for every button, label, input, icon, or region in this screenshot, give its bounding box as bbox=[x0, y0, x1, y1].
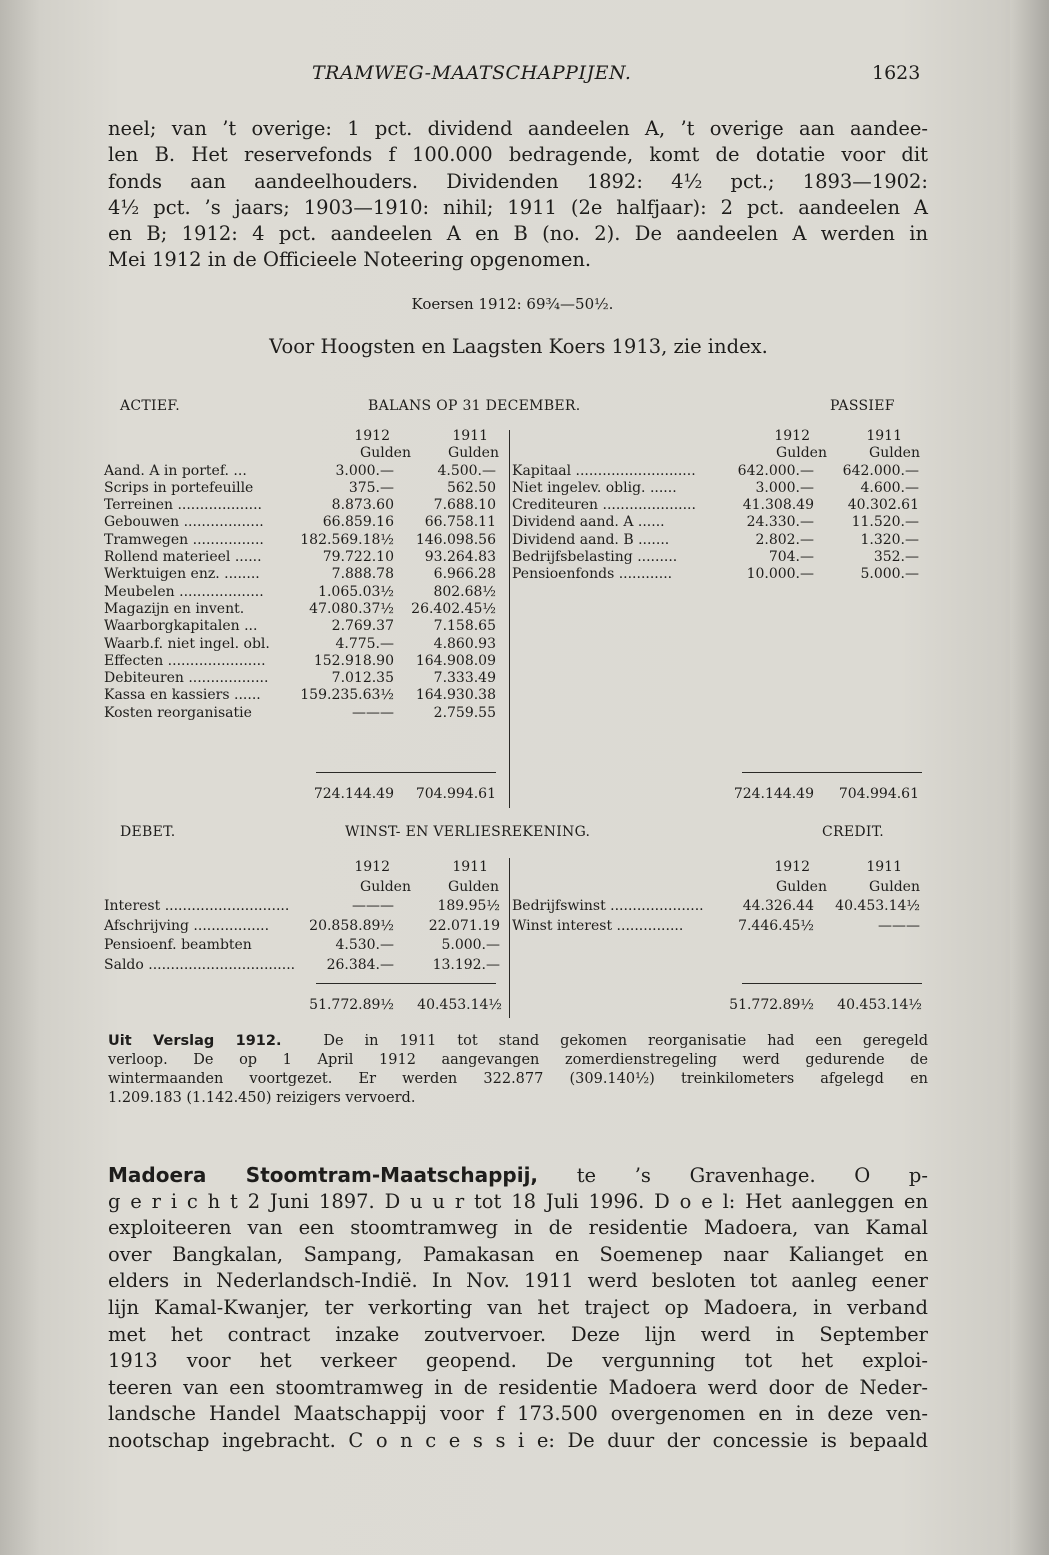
pl-heading: WINST- EN VERLIESREKENING. bbox=[345, 824, 591, 840]
asset-value-1912: 159.235.63½ bbox=[300, 687, 394, 704]
asset-label: Meubelen ................... bbox=[104, 583, 264, 600]
company-line: teeren van een stoomtramweg in de residentie Madoera werd door de Neder- bbox=[108, 1375, 928, 1399]
credit-value-1912: 44.326.44 bbox=[742, 898, 814, 914]
liability-row bbox=[512, 497, 922, 514]
book-gutter bbox=[1010, 0, 1049, 1555]
asset-label: Terreinen ................... bbox=[104, 497, 263, 514]
debit-label: Pensioenf. beambten bbox=[104, 937, 252, 953]
asset-row bbox=[104, 566, 508, 583]
liability-value-1912: 2.802.— bbox=[755, 531, 814, 548]
asset-value-1912: ——— bbox=[352, 704, 394, 721]
pl-divider bbox=[509, 858, 510, 1018]
asset-row bbox=[104, 687, 508, 704]
liabilities-total bbox=[512, 786, 922, 803]
liabilities-table bbox=[512, 428, 922, 584]
text-line: 4½ pct. ’s jaars; 1903—1910: nihil; 1911 (2e halfjaar): 2 pct. aandeelen A bbox=[108, 195, 928, 219]
liability-value-1911: 11.520.— bbox=[851, 514, 919, 531]
credit-label: Bedrijfswinst ..................... bbox=[512, 898, 704, 914]
asset-value-1911: 802.68½ bbox=[433, 583, 496, 600]
credit-heading: CREDIT. bbox=[822, 824, 885, 840]
asset-value-1911: 93.264.83 bbox=[424, 549, 496, 566]
asset-row bbox=[104, 463, 508, 480]
asset-row bbox=[104, 497, 508, 514]
debit-label: Saldo ................................. bbox=[104, 956, 296, 973]
asset-value-1911: 164.908.09 bbox=[415, 652, 496, 669]
liability-value-1912: 3.000.— bbox=[755, 479, 814, 496]
assets-total-1912: 724.144.49 bbox=[313, 786, 394, 802]
liability-value-1911: 40.302.61 bbox=[847, 497, 919, 514]
debit-total bbox=[104, 997, 508, 1014]
text-line: fonds aan aandeelhouders. Dividenden 1892: 4½ pct.; 1893—1902: bbox=[108, 169, 928, 193]
verslag-line: 1.209.183 (1.142.450) reizigers vervoerd. bbox=[108, 1090, 416, 1106]
debit-label: Interest ............................ bbox=[104, 898, 290, 914]
year-row bbox=[512, 428, 922, 445]
debit-label: Afschrijving ................. bbox=[104, 917, 270, 934]
debit-value-1912: ——— bbox=[352, 898, 394, 914]
verslag-label: Uit Verslag 1912. bbox=[108, 1033, 282, 1049]
asset-label: Scrips in portefeuille bbox=[104, 479, 254, 496]
liability-label: Kapitaal ........................... bbox=[512, 462, 696, 479]
liability-row bbox=[512, 549, 922, 566]
unit-1912: Gulden bbox=[776, 445, 827, 462]
asset-label: Tramwegen ................ bbox=[104, 531, 264, 548]
credit-label: Winst interest ............... bbox=[512, 917, 684, 934]
asset-value-1911: 6.966.28 bbox=[433, 566, 496, 583]
debit-total-rule bbox=[316, 983, 496, 984]
asset-value-1911: 2.759.55 bbox=[433, 704, 496, 721]
credit-total-rule bbox=[742, 983, 922, 984]
unit-row bbox=[512, 445, 922, 462]
liability-value-1912: 704.— bbox=[768, 549, 814, 566]
credit-total-1911: 40.453.14½ bbox=[837, 997, 922, 1013]
company-line: exploiteeren van een stoomtramweg in de residentie Madoera, van Kamal bbox=[108, 1216, 928, 1240]
asset-row bbox=[104, 549, 508, 566]
asset-label: Kosten reorganisatie bbox=[104, 704, 252, 721]
credit-value-1911: ——— bbox=[878, 917, 920, 934]
asset-value-1912: 47.080.37½ bbox=[309, 600, 394, 617]
liability-row bbox=[512, 463, 922, 480]
passief-heading: PASSIEF bbox=[830, 398, 895, 414]
company-line: elders in Nederlandsch-Indië. In Nov. 1911 werd besloten tot aanleg eener bbox=[108, 1269, 928, 1293]
unit-1912: Gulden bbox=[360, 878, 411, 895]
asset-row bbox=[104, 618, 508, 635]
asset-row bbox=[104, 532, 508, 549]
verslag-note bbox=[108, 1032, 928, 1108]
asset-value-1912: 1.065.03½ bbox=[318, 583, 394, 600]
liability-label: Pensioenfonds ............ bbox=[512, 566, 673, 583]
unit-1911: Gulden bbox=[448, 445, 499, 462]
year-1911: 1911 bbox=[866, 428, 902, 444]
debit-value-1912: 26.384.— bbox=[326, 956, 394, 973]
year-row bbox=[104, 858, 508, 878]
debit-row bbox=[104, 917, 508, 937]
credit-total-1912: 51.772.89½ bbox=[729, 997, 814, 1013]
company-line: over Bangkalan, Sampang, Pamakasan en Soemenep naar Kalianget en bbox=[108, 1242, 928, 1266]
unit-1912: Gulden bbox=[360, 445, 411, 462]
debit-total-1911: 40.453.14½ bbox=[417, 997, 502, 1013]
liability-value-1911: 642.000.— bbox=[842, 462, 919, 479]
year-1912: 1912 bbox=[774, 428, 810, 444]
debit-value-1912: 4.530.— bbox=[335, 937, 394, 953]
asset-value-1911: 562.50 bbox=[447, 479, 496, 496]
liability-value-1912: 10.000.— bbox=[746, 566, 814, 583]
liability-row bbox=[512, 532, 922, 549]
asset-value-1912: 375.— bbox=[348, 479, 394, 496]
koers-index-note: Voor Hoogsten en Laagsten Koers 1913, zie index. bbox=[269, 335, 768, 358]
debit-value-1911: 5.000.— bbox=[441, 937, 500, 953]
asset-value-1912: 7.012.35 bbox=[331, 670, 394, 687]
credit-value-1911: 40.453.14½ bbox=[835, 898, 920, 914]
intro-paragraph bbox=[108, 116, 928, 274]
company-name: Madoera Stoomtram-Maatschappij, bbox=[108, 1163, 539, 1187]
liability-row bbox=[512, 480, 922, 497]
liability-value-1912: 41.308.49 bbox=[742, 497, 814, 514]
liability-value-1911: 4.600.— bbox=[860, 479, 919, 496]
liability-label: Dividend aand. B ....... bbox=[512, 531, 670, 548]
debit-value-1911: 13.192.— bbox=[432, 956, 500, 973]
liability-label: Niet ingelev. oblig. ...... bbox=[512, 479, 677, 496]
year-1911: 1911 bbox=[866, 859, 902, 875]
asset-value-1911: 7.158.65 bbox=[433, 618, 496, 635]
header-title: TRAMWEG-MAATSCHAPPIJEN. bbox=[312, 62, 632, 84]
running-header bbox=[0, 62, 1049, 90]
debet-heading: DEBET. bbox=[120, 824, 176, 840]
credit-row bbox=[512, 897, 922, 917]
liabilities-total-rule bbox=[742, 772, 922, 773]
unit-row bbox=[512, 878, 922, 898]
asset-label: Waarb.f. niet ingel. obl. bbox=[104, 635, 270, 652]
asset-value-1911: 26.402.45½ bbox=[411, 600, 496, 617]
asset-value-1912: 4.775.— bbox=[335, 635, 394, 652]
assets-total-rule bbox=[316, 772, 496, 773]
company-line: te ’s Gravenhage. O p- bbox=[576, 1164, 929, 1187]
company-line: lijn Kamal-Kwanjer, ter verkorting van het traject op Madoera, in verband bbox=[108, 1295, 928, 1319]
asset-value-1911: 164.930.38 bbox=[415, 687, 496, 704]
credit-table bbox=[512, 858, 922, 936]
text-line: Mei 1912 in de Officieele Noteering opgenomen. bbox=[108, 248, 592, 272]
asset-value-1912: 79.722.10 bbox=[322, 549, 394, 566]
asset-row bbox=[104, 514, 508, 531]
liabilities-total-1911: 704.994.61 bbox=[838, 786, 919, 802]
company-line: 1913 voor het verkeer geopend. De vergunning tot het exploi- bbox=[108, 1349, 928, 1373]
asset-value-1911: 66.758.11 bbox=[424, 514, 496, 531]
year-1912: 1912 bbox=[774, 859, 810, 875]
liability-row bbox=[512, 514, 922, 531]
unit-1911: Gulden bbox=[869, 878, 920, 895]
asset-row bbox=[104, 705, 508, 722]
asset-label: Effecten ...................... bbox=[104, 652, 266, 669]
asset-value-1912: 152.918.90 bbox=[313, 652, 394, 669]
asset-label: Kassa en kassiers ...... bbox=[104, 687, 261, 704]
asset-row bbox=[104, 636, 508, 653]
verslag-line: verloop. De op 1 April 1912 aangevangen zomerdienstregeling werd gedurende de bbox=[108, 1052, 928, 1068]
asset-row bbox=[104, 480, 508, 497]
asset-label: Gebouwen .................. bbox=[104, 514, 264, 531]
asset-label: Debiteuren .................. bbox=[104, 670, 269, 687]
page-number: 1623 bbox=[872, 62, 921, 84]
text-line: en B; 1912: 4 pct. aandeelen A en B (no. 2). De aandeelen A werden in bbox=[108, 222, 928, 246]
company-line: met het contract inzake zoutvervoer. Deze lijn werd in September bbox=[108, 1322, 928, 1346]
debit-row bbox=[104, 936, 508, 956]
liability-value-1911: 352.— bbox=[873, 549, 919, 566]
verslag-line: De in 1911 tot stand gekomen reorganisatie had een geregeld bbox=[323, 1033, 929, 1049]
asset-value-1912: 8.873.60 bbox=[331, 497, 394, 514]
asset-value-1912: 66.859.16 bbox=[322, 514, 394, 531]
verslag-line: wintermaanden voortgezet. Er werden 322.877 (309.140½) treinkilometers afgelegd en bbox=[108, 1071, 928, 1087]
liability-value-1911: 5.000.— bbox=[860, 566, 919, 583]
asset-label: Werktuigen enz. ........ bbox=[104, 566, 260, 583]
asset-label: Magazijn en invent. bbox=[104, 600, 245, 617]
liability-label: Crediteuren ..................... bbox=[512, 497, 696, 514]
asset-value-1911: 146.098.56 bbox=[415, 531, 496, 548]
asset-value-1912: 7.888.78 bbox=[331, 566, 394, 583]
year-row bbox=[104, 428, 508, 445]
liabilities-total-1912: 724.144.49 bbox=[733, 786, 814, 802]
unit-1912: Gulden bbox=[776, 878, 827, 895]
liability-label: Bedrijfsbelasting ......... bbox=[512, 549, 678, 566]
asset-value-1911: 4.860.93 bbox=[433, 635, 496, 652]
unit-row bbox=[104, 445, 508, 462]
debit-value-1912: 20.858.89½ bbox=[309, 917, 394, 934]
debit-row bbox=[104, 956, 508, 976]
liability-value-1911: 1.320.— bbox=[860, 531, 919, 548]
text-line: len B. Het reservefonds f 100.000 bedragende, komt de dotatie voor dit bbox=[108, 143, 928, 167]
balance-heading: BALANS OP 31 DECEMBER. bbox=[368, 398, 581, 414]
year-1912: 1912 bbox=[354, 859, 390, 875]
asset-value-1911: 7.688.10 bbox=[433, 497, 496, 514]
asset-label: Rollend materieel ...... bbox=[104, 549, 262, 566]
text-line: neel; van ’t overige: 1 pct. dividend aandeelen A, ’t overige aan aandee- bbox=[108, 117, 928, 140]
liability-label: Dividend aand. A ...... bbox=[512, 514, 665, 531]
asset-label: Aand. A in portef. ... bbox=[104, 462, 247, 479]
assets-total bbox=[104, 786, 508, 803]
actief-heading: ACTIEF. bbox=[120, 398, 180, 414]
assets-table bbox=[104, 428, 508, 722]
unit-1911: Gulden bbox=[869, 445, 920, 462]
debit-table bbox=[104, 858, 508, 975]
year-1911: 1911 bbox=[452, 428, 488, 444]
asset-row bbox=[104, 584, 508, 601]
asset-value-1912: 3.000.— bbox=[335, 462, 394, 479]
asset-value-1912: 2.769.37 bbox=[331, 618, 394, 635]
company-line: g e r i c h t 2 Juni 1897. D u u r tot 18 Juli 1996. D o e l: Het aanleggen en bbox=[108, 1189, 928, 1213]
asset-value-1911: 4.500.— bbox=[437, 462, 496, 479]
asset-label: Waarborgkapitalen ... bbox=[104, 618, 258, 635]
year-1912: 1912 bbox=[354, 428, 390, 444]
liability-value-1912: 642.000.— bbox=[737, 462, 814, 479]
company-line: nootschap ingebracht. C o n c e s s i e: De duur der concessie is bepaald bbox=[108, 1428, 928, 1452]
assets-total-1911: 704.994.61 bbox=[415, 786, 496, 802]
koersen-line: Koersen 1912: 69¾—50½. bbox=[411, 295, 614, 313]
asset-row bbox=[104, 601, 508, 618]
asset-row bbox=[104, 670, 508, 687]
company-line: landsche Handel Maatschappij voor f 173.500 overgenomen en in deze ven- bbox=[108, 1402, 928, 1426]
credit-total bbox=[512, 997, 922, 1014]
credit-row bbox=[512, 917, 922, 937]
asset-value-1912: 182.569.18½ bbox=[300, 531, 394, 548]
year-1911: 1911 bbox=[452, 859, 488, 875]
credit-value-1912: 7.446.45½ bbox=[738, 917, 814, 934]
debit-value-1911: 22.071.19 bbox=[428, 917, 500, 934]
year-row bbox=[512, 858, 922, 878]
asset-value-1911: 7.333.49 bbox=[433, 670, 496, 687]
company-entry bbox=[108, 1162, 928, 1455]
unit-row bbox=[104, 878, 508, 898]
asset-row bbox=[104, 653, 508, 670]
unit-1911: Gulden bbox=[448, 878, 499, 895]
liability-value-1912: 24.330.— bbox=[746, 514, 814, 531]
debit-total-1912: 51.772.89½ bbox=[309, 997, 394, 1013]
balance-divider bbox=[509, 430, 510, 808]
debit-value-1911: 189.95½ bbox=[437, 898, 500, 914]
liability-row bbox=[512, 566, 922, 583]
debit-row bbox=[104, 897, 508, 917]
